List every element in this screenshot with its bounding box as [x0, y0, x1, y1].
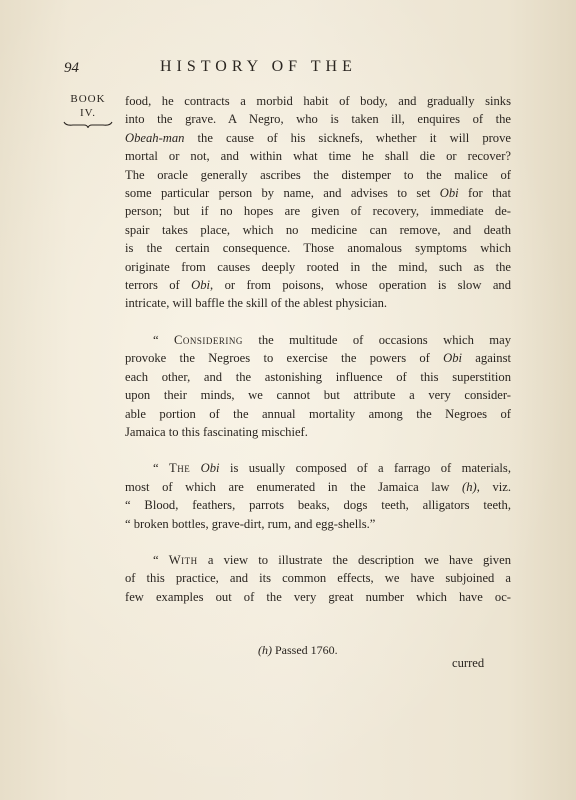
page-header [0, 58, 576, 82]
text-line: intricate, will baffle the skill of the ablest physician. [125, 296, 388, 311]
text-line: able portion of the annual mortality among the Negroes of [125, 406, 511, 421]
footnote: (h) Passed 1760. [258, 643, 338, 657]
text-line: “ The Obi is usually composed of a farrago of materials, [153, 461, 511, 476]
text-line: The oracle generally ascribes the distemper to the malice of [125, 167, 511, 182]
text-line: mortal or not, and within what time he shall die or recover? [125, 149, 511, 164]
text-line: upon their minds, we cannot but attribute a very consider- [125, 388, 511, 403]
paragraph-4 [125, 551, 511, 606]
text-line: few examples out of the very great number which have oc- [125, 589, 511, 604]
text-line: Jamaica to this fascinating mischief. [125, 424, 308, 439]
page-number: 94 [64, 60, 79, 76]
text-line: “ broken bottles, grave-dirt, rum, and egg-shells.” [125, 516, 376, 531]
text-line: “ Considering the multitude of occasions which may [153, 332, 511, 347]
text-line: originate from causes deeply rooted in the mind, such as the [125, 259, 511, 274]
margin-note [62, 92, 114, 128]
text-line: person; but if no hopes are given of recovery, immediate de- [125, 204, 511, 219]
margin-note-book: BOOK [70, 93, 106, 105]
paragraph-2 [125, 331, 511, 441]
text-line: is the certain consequence. Those anomalous symptoms which [125, 241, 511, 256]
paragraph-1 [125, 92, 511, 313]
text-line: some particular person by name, and advises to set Obi for that [125, 186, 511, 201]
running-head: HISTORY OF THE [160, 58, 357, 75]
text-line: “ Blood, feathers, parrots beaks, dogs teeth, alligators teeth, [125, 498, 511, 513]
text-line: spair takes place, which no medicine can remove, and death [125, 222, 511, 237]
catchword: curred [452, 656, 485, 670]
text-line: terrors of Obi, or from poisons, whose operation is slow and [125, 278, 512, 293]
body-text [125, 92, 511, 606]
text-line: most of which are enumerated in the Jamaica law (h), viz. [125, 479, 511, 494]
text-line: into the grave. A Negro, who is taken ill, enquires of the [125, 112, 511, 127]
margin-note-volume: IV. [80, 107, 96, 119]
paragraph-3 [125, 459, 511, 533]
text-line: of this practice, and its common effects, we have subjoined a [125, 571, 511, 586]
text-line: food, he contracts a morbid habit of body, and gradually sinks [125, 94, 511, 108]
text-line: Obeah-man the cause of his sicknefs, whether it will prove [125, 130, 511, 145]
text-line: “ With a view to illustrate the description we have given [153, 552, 511, 567]
text-line: provoke the Negroes to exercise the powers of Obi against [125, 351, 511, 366]
text-line: each other, and the astonishing influence of this superstition [125, 369, 511, 384]
brace-ornament [63, 121, 113, 128]
